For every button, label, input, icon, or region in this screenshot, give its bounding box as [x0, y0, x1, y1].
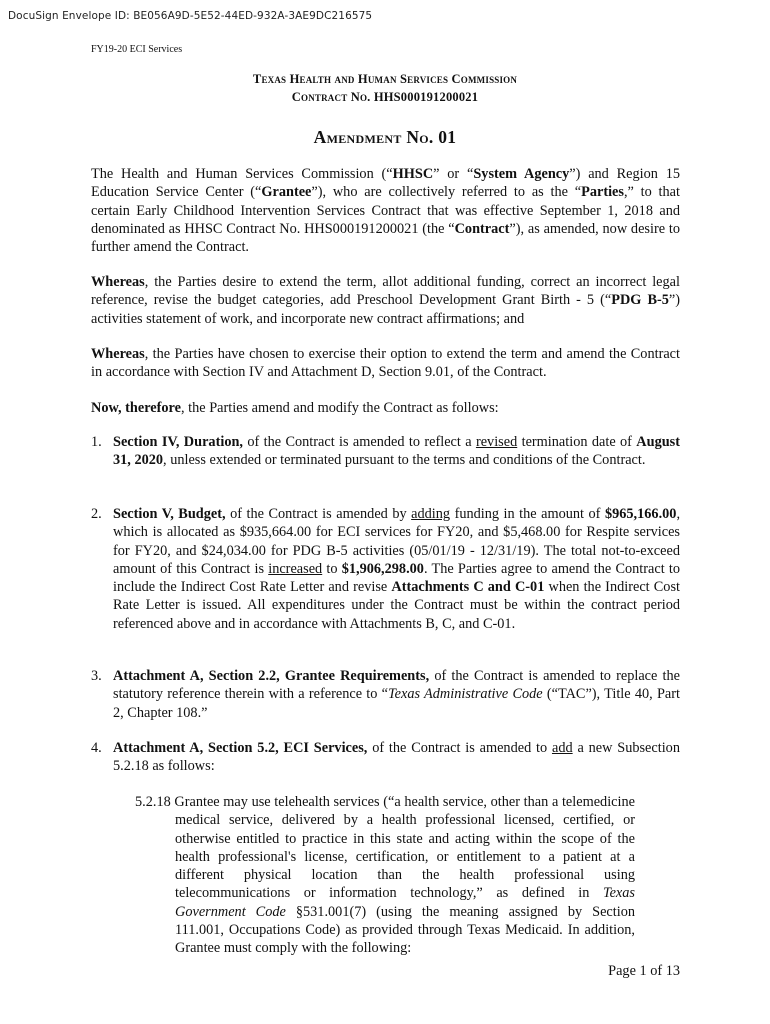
text-segment: . The Parties agree to amend the Contract to include the Indirect Cost Rate Letter and revise: [113, 560, 680, 596]
title-agency: Texas Health and Human Services Commission: [252, 72, 518, 86]
text-segment: ”), who are collectively referred to as the “: [311, 184, 582, 201]
item-number: 3.: [91, 668, 102, 684]
text-segment: termination date of: [517, 434, 637, 450]
text-segment: ”) and Region 15 Education Service Center (“: [91, 166, 681, 201]
text-segment: funding in the amount of: [450, 506, 605, 522]
underlined-term: increased: [268, 560, 323, 577]
bold-term: HHSC: [392, 166, 434, 182]
amendment-item-1: [91, 433, 680, 470]
text-segment: The Health and Human Services Commission (“: [91, 166, 393, 182]
text-segment: (“TAC”), Title 40, Part 2, Chapter 108.”: [113, 686, 680, 721]
bold-term: System Agency: [473, 166, 570, 182]
underlined-term: revised: [475, 434, 518, 450]
text-segment: ”), as amended, now desire to further amend the Contract.: [91, 220, 680, 256]
underlined-term: adding: [411, 506, 451, 522]
item-lead: Attachment A, Section 5.2, ECI Services,: [113, 740, 368, 756]
bold-term: Grantee: [261, 184, 312, 201]
subsection-text: [135, 793, 635, 958]
underlined-term: add: [551, 740, 573, 756]
bold-term: PDG B-5: [611, 292, 669, 309]
item-text: [113, 667, 680, 722]
docusign-envelope-id: DocuSign Envelope ID: BE056A9D-5E52-44ED-932A-3AE9DC216575: [8, 10, 373, 22]
bold-term: Attachments C and C-01: [391, 579, 545, 596]
item-lead: Section IV, Duration,: [113, 434, 243, 450]
text-segment: when the Indirect Cost Rate Letter is issued. All expenditures under the Contract must be within the contract period referenced above and in accordance with Attachments B, C, and C-01.: [113, 579, 680, 632]
text-segment: ” or “: [433, 166, 474, 182]
title-contract-prefix: Contract No.: [291, 90, 371, 104]
bold-term: $965,166.00: [604, 506, 677, 522]
item-text: [113, 739, 680, 776]
text-segment: of the Contract is amended to: [367, 740, 552, 756]
item-lead: Attachment A, Section 2.2, Grantee Requirements,: [113, 668, 430, 684]
bold-term: $1,906,298.00: [341, 560, 424, 577]
title-contract-id: HHS000191200021: [373, 90, 479, 104]
lead-term: Whereas: [91, 274, 145, 290]
text-segment: , the Parties amend and modify the Contract as follows:: [181, 400, 499, 416]
bold-term: Parties: [581, 184, 624, 201]
title-amendment: Amendment No. 01: [313, 127, 457, 147]
text-segment: , the Parties desire to extend the term, allot additional funding, correct an incorrect legal reference, revise the budget categories, add Preschool Development Grant Birth - 5 (“: [91, 274, 680, 309]
subsection-5-2-18: [135, 793, 635, 958]
text-segment: §531.001(7) (using the meaning assigned by Section 111.001, Occupations Code) as provided through Texas Medicaid. In addition, Grantee must comply with the following:: [175, 903, 635, 957]
paragraph-intro: [91, 165, 680, 256]
item-number: 1.: [91, 434, 102, 450]
italic-term: Texas Government Code: [175, 885, 635, 920]
text-segment: of the Contract is amended to reflect a: [243, 434, 476, 450]
item-number: 4.: [91, 740, 102, 756]
paragraph-now-therefore: [91, 399, 680, 417]
italic-term: Texas Administrative Code: [388, 686, 543, 703]
text-segment: , the Parties have chosen to exercise their option to extend the term and amend the Contract in accordance with Section IV and Attachment D, Section 9.01, of the Contract.: [91, 346, 680, 381]
text-segment: , which is allocated as $935,664.00 for ECI services for FY20, and $5,468.00 for Respite services for FY20, and $24,034.00 for PDG B-5 activities (05/01/19 - 12/31/19). The total not-to-exceed amount of this Contract is: [113, 506, 681, 577]
page-number: Page 1 of 13: [608, 963, 680, 979]
lead-term: Now, therefore: [91, 400, 181, 416]
text-segment: ”) activities statement of work, and incorporate new contract affirmations; and: [91, 292, 681, 327]
item-lead: Section V, Budget,: [113, 506, 226, 522]
text-segment: , unless extended or terminated pursuant to the terms and conditions of the Contract.: [163, 452, 646, 469]
text-segment: ,” to that certain Early Childhood Intervention Services Contract that was effective September 1, 2018 and denominated as HHSC Contract No. HHS000191200021 (the “: [91, 184, 680, 237]
item-text: [113, 505, 680, 633]
amendment-item-2: [91, 505, 680, 633]
text-segment: a new Subsection 5.2.18 as follows:: [113, 740, 680, 775]
paragraph-whereas-2: [91, 345, 680, 382]
text-segment: 5.2.18 Grantee may use telehealth services (“a health service, other than a telemedicine medical service, delivered by a health professional licensed, certified, or otherwise entitled to practice in this state and acting within the scope of the health professional's license, certification, or entitlement to a patient at a different physical location than the health professional using telecommunications or information technology,” as defined in: [135, 794, 635, 902]
item-text: [113, 433, 680, 470]
bold-term: Contract: [454, 220, 510, 237]
bold-term: August 31, 2020: [113, 434, 680, 469]
item-number: 2.: [91, 506, 102, 522]
amendment-item-3: [91, 667, 680, 722]
text-segment: of the Contract is amended by: [225, 506, 412, 522]
title-contract-number: [0, 90, 770, 105]
text-segment: to: [322, 560, 342, 577]
paragraph-whereas-1: [91, 273, 680, 328]
lead-term: Whereas: [91, 346, 145, 362]
text-segment: of the Contract is amended to replace the statutory reference therein with a reference to “: [113, 668, 680, 703]
header-note: FY19-20 ECI Services: [91, 44, 183, 55]
amendment-item-4: [91, 739, 680, 776]
